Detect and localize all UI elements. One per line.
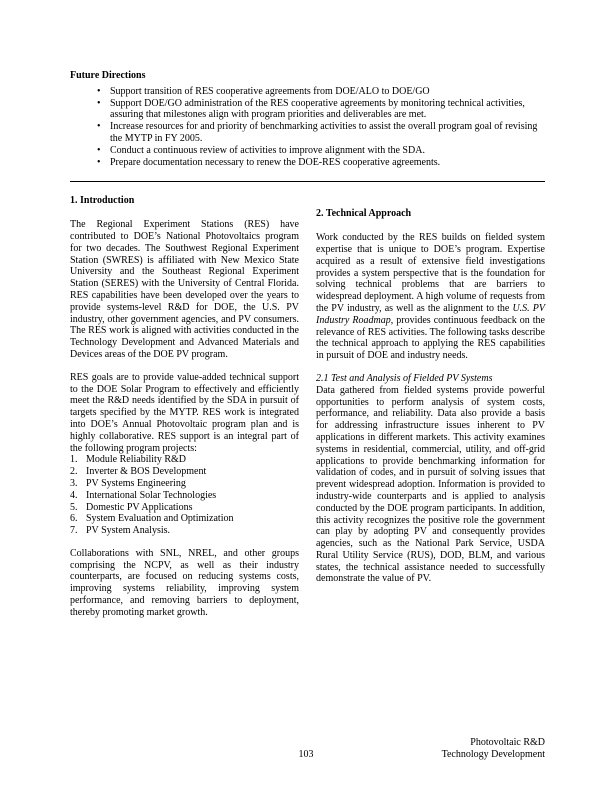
section-divider [70, 181, 545, 182]
project-label: Domestic PV Applications [86, 501, 193, 513]
subsection-heading: 2.1 Test and Analysis of Fielded PV Systems [316, 372, 493, 384]
list-item: • Prepare documentation necessary to renew the DOE-RES cooperative agreements. [70, 157, 545, 169]
project-label: Inverter & BOS Development [86, 466, 207, 478]
project-list-item [70, 454, 299, 466]
project-label: PV System Analysis. [86, 525, 170, 537]
future-directions-heading: Future Directions [70, 70, 146, 81]
project-label: Module Reliability R&D [86, 454, 186, 466]
project-label: International Solar Technologies [86, 489, 217, 501]
project-list-item [70, 502, 299, 514]
project-label: PV Systems Engineering [86, 477, 186, 489]
footer-line-2: Technology Development [441, 748, 545, 760]
left-column [70, 195, 299, 629]
footer-document-title [442, 737, 545, 761]
right-column [316, 195, 545, 629]
intro-paragraph-3: Collaborations with SNL, NREL, and other groups comprising the NCPV, as well as their industry counterparts, are focused on reducing systems costs, improving systems reliability, improving system performance, and removing barriers to deployment, thereby promoting market growth. [70, 547, 299, 618]
project-list-item [70, 478, 299, 490]
project-list-item [70, 466, 299, 478]
project-number: 3. [70, 477, 78, 489]
project-number: 2. [70, 466, 78, 478]
project-list-item [70, 513, 299, 525]
project-number: 6. [70, 513, 78, 525]
intro-paragraph-1: The Regional Experiment Stations (RES) have contributed to DOE’s National Photovoltaics program for two decades. The Southwest Regional Experiment Station (SWRES) is affiliated with New Mexico State University and the Southeast Regional Experiment Station (SERES) with the University of Central Florida. RES capabilities have been developed over the years to provide systems-level R&D for DOE, the U.S. PV industry, other government agencies, and PV consumers. The RES work is aligned with activities conducted in the Technology Development and Advanced Materials and Devices areas of the DOE PV program. [70, 219, 299, 360]
technical-approach-heading: 2. Technical Approach [316, 208, 412, 220]
list-item: • Conduct a continuous review of activities to improve alignment with the SDA. [70, 145, 545, 157]
subsection-paragraph: Data gathered from fielded systems provide powerful opportunities to perform analysis of system costs, performance, and reliability. Data also provide a basis for addressing infrastructure issues inherent to PV applications in different markets. This activity examines systems in residential, commercial, utility, and off-grid applications to provide benchmarking information for validation of codes, and in pursuit of solving issues that prevent widespread adoption. Information is provided to industry-wide counterparts and is applied to analysis conducted by the DOE program participants. In addition, this activity recognizes the positive role the government can play by adopting PV and consequently provides agencies, such as the National Park Service, USDA Rural Utility Service (RUS), DOD, BLM, and various states, the technical assistance needed to successfully demonstrate the value of PV. [316, 384, 545, 585]
list-item: • Increase resources for and priority of benchmarking activities to assist the overall program goal of revising the MYTP in FY 2005. [70, 121, 545, 145]
project-number: 4. [70, 489, 78, 501]
project-number: 7. [70, 525, 78, 537]
page-content [70, 70, 545, 630]
future-directions-section [70, 70, 545, 168]
project-label: System Evaluation and Optimization [86, 513, 234, 525]
two-column-body [70, 195, 545, 629]
technical-approach-paragraph: Work conducted by the RES builds on fielded system expertise that is unique to DOE’s program. Expertise acquired as a result of extensive field investigations provides a system perspective that is the foundation for solving technical problems that are barriers to widespread deployment. A high volume of requests from the PV industry, as well as the alignment to the U.S. PV Industry Roadmap, provides continuous feedback on the relevance of RES activities. The following tasks describe the technical approach to applying the RES capabilities in pursuit of DOE and industry needs. [316, 232, 545, 362]
list-item: • Support transition of RES cooperative agreements from DOE/ALO to DOE/GO [70, 86, 545, 98]
introduction-heading: 1. Introduction [70, 195, 135, 207]
program-projects-list [70, 454, 299, 537]
project-number: 1. [70, 454, 78, 466]
project-number: 5. [70, 501, 78, 513]
footer-line-1: Photovoltaic R&D [470, 737, 545, 748]
project-list-item [70, 525, 299, 537]
future-directions-list [70, 86, 545, 169]
page-number: 103 [298, 749, 314, 760]
list-item: • Support DOE/GO administration of the RES cooperative agreements by monitoring technical activities, assuring that milestones align with program priorities and deliverables are met. [70, 98, 545, 122]
project-list-item [70, 490, 299, 502]
intro-paragraph-2: RES goals are to provide value-added technical support to the DOE Solar Program to effectively and efficiently meet the R&D needs identified by the SDA in pursuit of targets specified by the MYTP. RES work is integrated into DOE’s Annual Photovoltaic program plan and is highly collaborative. RES support is an integral part of the following program projects: [70, 371, 299, 454]
